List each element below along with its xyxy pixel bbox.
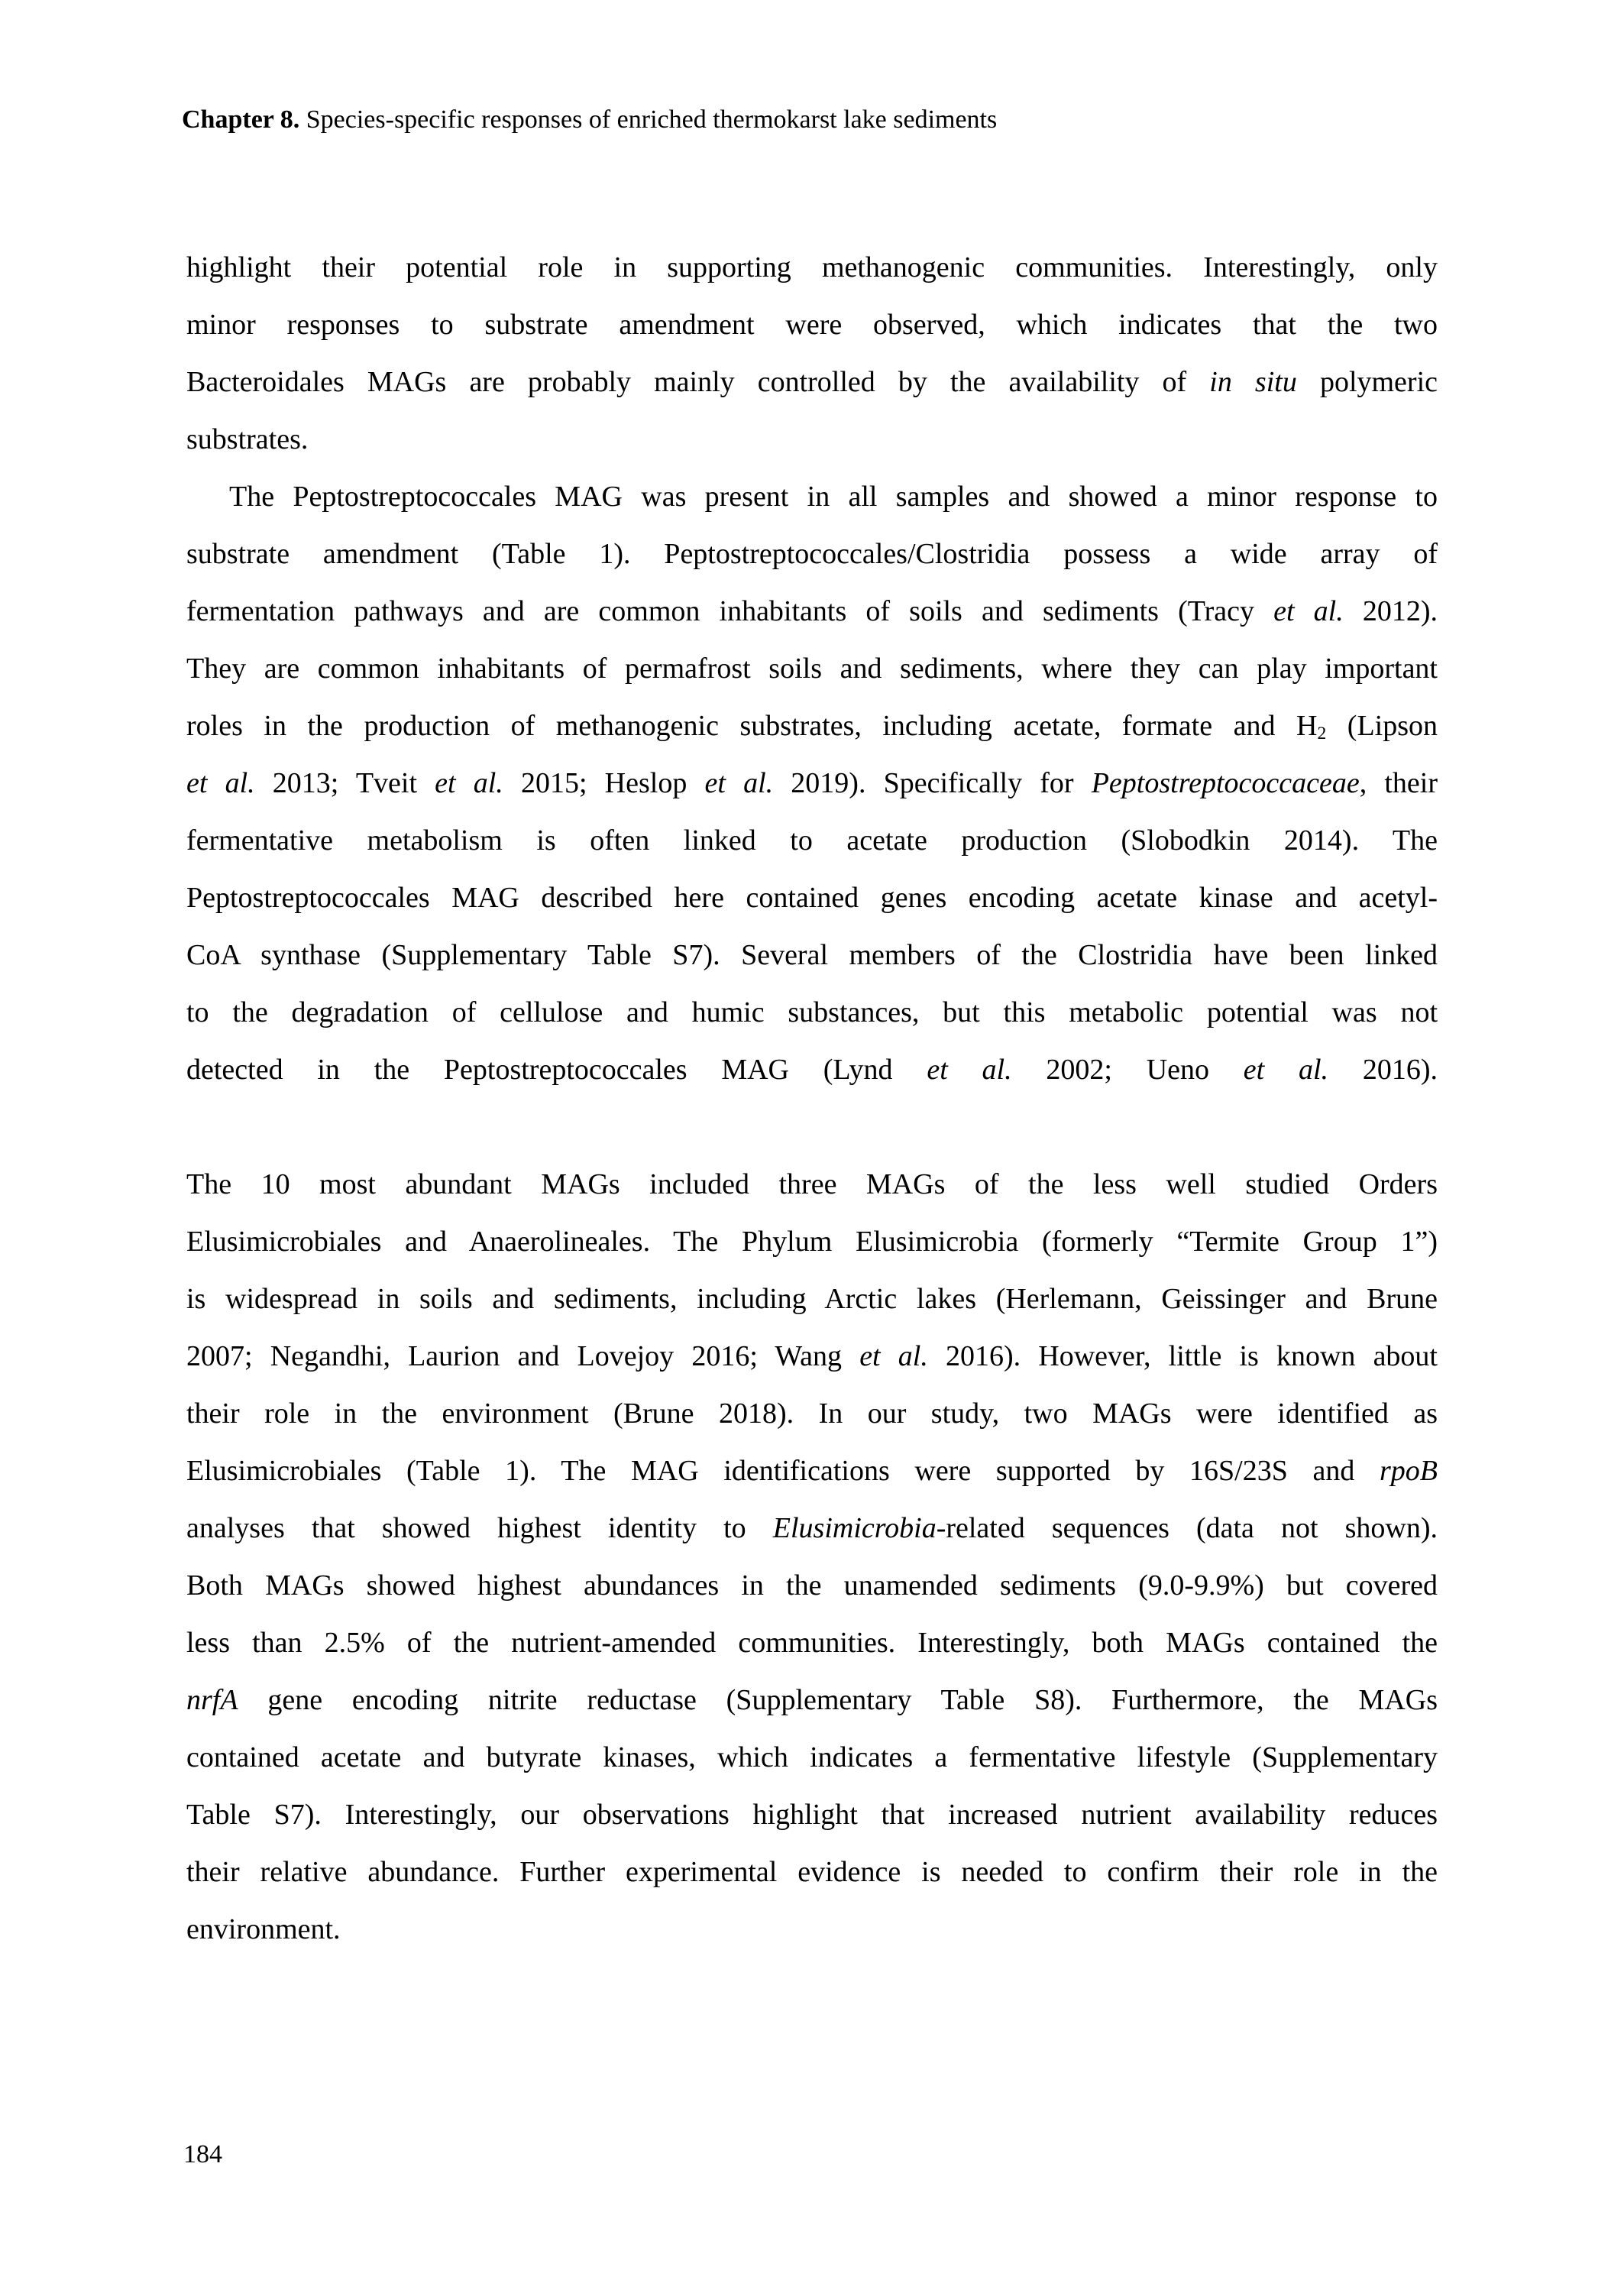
text-line	[186, 755, 1438, 812]
body-text	[186, 239, 1438, 1958]
italic-text: Elusimicrobia	[772, 1512, 937, 1544]
text-line	[186, 354, 1438, 411]
page-number: 184	[183, 2140, 222, 2168]
text-line	[186, 1271, 1438, 1328]
text-line	[186, 1385, 1438, 1443]
text-line	[186, 468, 1438, 526]
text-line	[186, 1500, 1438, 1557]
running-header	[182, 105, 997, 135]
text-run: fermentative metabolism is often linked to acetate production (Slobodkin 2014). The	[186, 824, 1438, 857]
text-line	[186, 1614, 1438, 1672]
text-run: their relative abundance. Further experimental evidence is needed to confirm their role in the	[186, 1856, 1438, 1888]
text-run: to the degradation of cellulose and humic substances, but this metabolic potential was not	[186, 996, 1438, 1028]
text-line	[186, 1328, 1438, 1385]
italic-text: in situ	[1209, 366, 1297, 398]
italic-text: et al.	[1243, 1054, 1329, 1086]
text-line	[186, 1443, 1438, 1500]
text-run: less than 2.5% of the nutrient-amended communities. Interestingly, both MAGs contained the	[186, 1627, 1438, 1659]
text-line	[186, 411, 1438, 468]
text-run: detected in the Peptostreptococcales MAG (Lynd	[186, 1054, 927, 1086]
text-run: highlight their potential role in supporting methanogenic communities. Interestingly, only	[186, 251, 1438, 283]
text-line	[186, 583, 1438, 640]
text-run: fermentation pathways and are common inhabitants of soils and sediments (Tracy	[186, 595, 1274, 627]
italic-text: et al.	[704, 767, 774, 799]
text-run: Table S7). Interestingly, our observations highlight that increased nutrient availability reduces	[186, 1799, 1438, 1831]
chapter-label: Chapter 8.	[182, 105, 300, 134]
text-run: The 10 most abundant MAGs included three MAGs of the less well studied Orders	[186, 1168, 1438, 1200]
text-run: -related sequences (data not shown).	[936, 1512, 1438, 1544]
text-run: substrates.	[186, 423, 309, 455]
text-line	[186, 1729, 1438, 1786]
text-run: substrate amendment (Table 1). Peptostreptococcales/Clostridia possess a wide array of	[186, 538, 1438, 570]
text-run: The Peptostreptococcales MAG was present in all samples and showed a minor response to	[229, 481, 1438, 513]
text-line	[186, 1672, 1438, 1729]
text-line	[186, 1213, 1438, 1271]
text-run: contained acetate and butyrate kinases, which indicates a fermentative lifestyle (Supplementary	[186, 1741, 1438, 1773]
italic-text: et al.	[927, 1054, 1012, 1086]
italic-text: et al.	[859, 1340, 928, 1372]
text-run: 2007; Negandhi, Laurion and Lovejoy 2016; Wang	[186, 1340, 860, 1372]
text-run: They are common inhabitants of permafrost soils and sediments, where they can play important	[186, 653, 1438, 685]
text-line	[186, 1786, 1438, 1844]
text-line	[186, 927, 1438, 984]
text-line	[186, 698, 1438, 755]
text-run: Bacteroidales MAGs are probably mainly controlled by the availability of	[186, 366, 1210, 398]
italic-text: et al.	[186, 767, 255, 799]
text-run: 2013; Tveit	[254, 767, 435, 799]
text-run: roles in the production of methanogenic substrates, including acetate, formate and H	[186, 710, 1318, 742]
text-line	[186, 1156, 1438, 1213]
paragraph	[186, 239, 1438, 468]
italic-text: Peptostreptococcaceae	[1091, 767, 1360, 799]
text-run: analyses that showed highest identity to	[186, 1512, 773, 1544]
text-run: is widespread in soils and sediments, including Arctic lakes (Herlemann, Geissinger and Brune	[186, 1283, 1438, 1315]
text-run: Peptostreptococcales MAG described here contained genes encoding acetate kinase and acetyl-	[186, 882, 1438, 914]
text-line	[186, 1557, 1438, 1614]
text-line	[186, 1901, 1438, 1958]
text-run: (Lipson	[1326, 710, 1438, 742]
italic-text: rpoB	[1380, 1455, 1438, 1487]
text-line	[186, 239, 1438, 296]
text-line	[186, 870, 1438, 927]
text-run: 2016).	[1328, 1054, 1438, 1086]
text-run: Elusimicrobiales and Anaerolineales. The Phylum Elusimicrobia (formerly “Termite Group 1”)	[186, 1226, 1438, 1258]
text-line	[186, 296, 1438, 354]
text-line	[186, 984, 1438, 1041]
italic-text: nrfA	[186, 1684, 238, 1716]
text-line	[186, 1844, 1438, 1901]
text-line	[186, 526, 1438, 583]
italic-text: et al.	[435, 767, 503, 799]
text-run: 2002; Ueno	[1011, 1054, 1244, 1086]
text-run: 2012).	[1343, 595, 1438, 627]
text-run: minor responses to substrate amendment were observed, which indicates that the two	[186, 309, 1438, 341]
text-run: Elusimicrobiales (Table 1). The MAG identifications were supported by 16S/23S and	[186, 1455, 1380, 1487]
italic-text: et al.	[1273, 595, 1344, 627]
text-run: polymeric	[1296, 366, 1438, 398]
text-line	[186, 812, 1438, 870]
text-run: 2019). Specifically for	[773, 767, 1092, 799]
text-line	[186, 1041, 1438, 1099]
text-line	[186, 640, 1438, 698]
text-run: 2015; Heslop	[503, 767, 705, 799]
text-run: Both MAGs showed highest abundances in the unamended sediments (9.0-9.9%) but covered	[186, 1569, 1438, 1602]
text-run: gene encoding nitrite reductase (Supplementary Table S8). Furthermore, the MAGs	[238, 1684, 1438, 1716]
subscript-text: 2	[1317, 724, 1327, 744]
text-run: their role in the environment (Brune 2018). In our study, two MAGs were identified as	[186, 1397, 1438, 1430]
text-run: CoA synthase (Supplementary Table S7). Several members of the Clostridia have been linked	[186, 939, 1438, 971]
text-run: 2016). However, little is known about	[927, 1340, 1438, 1372]
paragraph	[186, 468, 1438, 1099]
text-run: , their	[1359, 767, 1438, 799]
paragraph	[186, 1156, 1438, 1958]
chapter-title: Species-specific responses of enriched thermokarst lake sediments	[306, 105, 998, 134]
text-run: environment.	[186, 1913, 341, 1945]
